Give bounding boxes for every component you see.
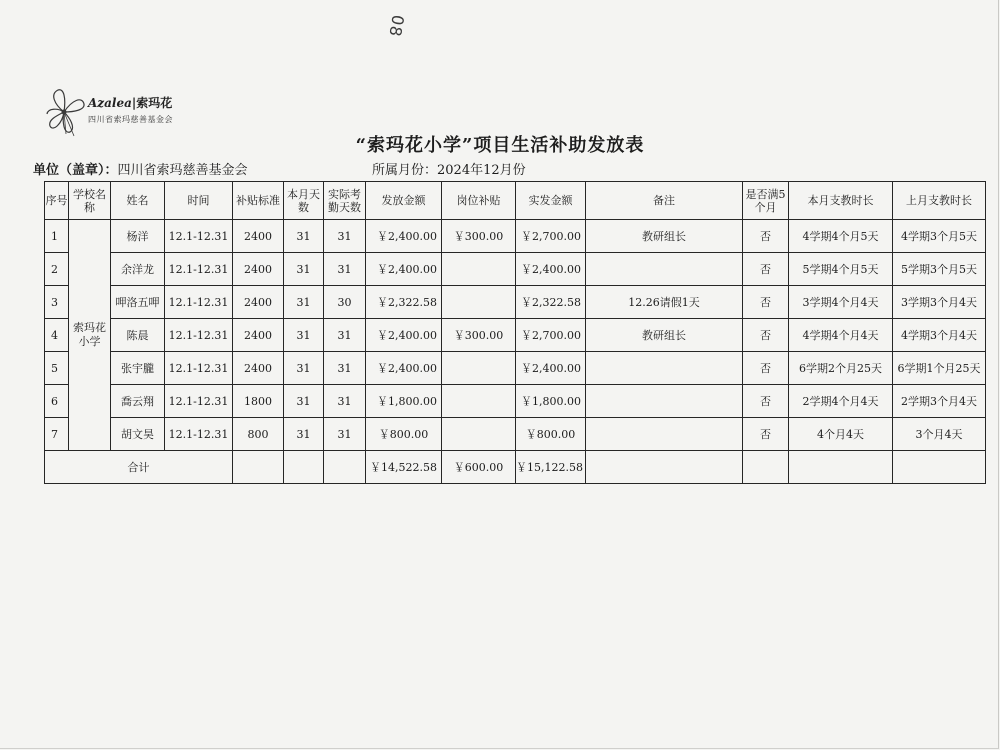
total-actual: ￥15,122.58 xyxy=(516,451,586,484)
cell-this-length: 2学期4个月4天 xyxy=(789,385,893,418)
cell-last-length: 6学期1个月25天 xyxy=(893,352,986,385)
cell-this-length: 4学期4个月4天 xyxy=(789,319,893,352)
cell-attend-days: 30 xyxy=(324,286,366,319)
cell-actual: ￥1,800.00 xyxy=(516,385,586,418)
cell-period: 12.1-12.31 xyxy=(165,220,233,253)
cell-post xyxy=(442,286,516,319)
cell-amount: ￥2,400.00 xyxy=(366,352,442,385)
cell-actual: ￥800.00 xyxy=(516,418,586,451)
cell-month-days: 31 xyxy=(284,385,324,418)
cell-standard: 800 xyxy=(233,418,284,451)
cell-post xyxy=(442,385,516,418)
month-label: 所属月份： xyxy=(372,163,438,178)
cell-month-days: 31 xyxy=(284,418,324,451)
unit-value: 四川省索玛慈善基金会 xyxy=(117,163,248,178)
header-this-month-length: 本月支教时长 xyxy=(789,182,893,220)
header-five-months: 是否满5个月 xyxy=(743,182,789,220)
table-row xyxy=(45,418,986,451)
logo-brand-en: Azalea xyxy=(88,96,132,110)
cell-period: 12.1-12.31 xyxy=(165,286,233,319)
cell-month-days: 31 xyxy=(284,352,324,385)
cell-name: 杨洋 xyxy=(111,220,165,253)
logo-brand-cn: 索玛花 xyxy=(136,96,173,110)
total-post: ￥600.00 xyxy=(442,451,516,484)
header-school: 学校名称 xyxy=(69,182,111,220)
cell-this-length: 3学期4个月4天 xyxy=(789,286,893,319)
cell-amount: ￥2,400.00 xyxy=(366,319,442,352)
cell-amount: ￥2,322.58 xyxy=(366,286,442,319)
unit-label: 单位（盖章）： xyxy=(33,163,118,178)
cell-seq: 5 xyxy=(45,352,69,385)
total-empty xyxy=(233,451,284,484)
cell-five-months: 否 xyxy=(743,286,789,319)
cell-remark xyxy=(586,253,743,286)
header-actual: 实发金额 xyxy=(516,182,586,220)
cell-this-length: 4个月4天 xyxy=(789,418,893,451)
header-standard: 补贴标准 xyxy=(233,182,284,220)
cell-remark xyxy=(586,418,743,451)
cell-last-length: 3个月4天 xyxy=(893,418,986,451)
cell-actual: ￥2,400.00 xyxy=(516,352,586,385)
cell-actual: ￥2,700.00 xyxy=(516,220,586,253)
cell-name: 胡文昊 xyxy=(111,418,165,451)
cell-standard: 2400 xyxy=(233,253,284,286)
cell-period: 12.1-12.31 xyxy=(165,253,233,286)
cell-month-days: 31 xyxy=(284,253,324,286)
cell-name: 喬云翔 xyxy=(111,385,165,418)
header-remark: 备注 xyxy=(586,182,743,220)
cell-period: 12.1-12.31 xyxy=(165,319,233,352)
cell-remark xyxy=(586,352,743,385)
table-row xyxy=(45,253,986,286)
month-value: 2024年12月份 xyxy=(437,163,526,178)
cell-post xyxy=(442,352,516,385)
unit-line xyxy=(33,159,248,178)
table-row xyxy=(45,385,986,418)
cell-amount: ￥800.00 xyxy=(366,418,442,451)
cell-last-length: 3学期3个月4天 xyxy=(893,286,986,319)
cell-actual: ￥2,322.58 xyxy=(516,286,586,319)
cell-actual: ￥2,700.00 xyxy=(516,319,586,352)
cell-post xyxy=(442,253,516,286)
cell-amount: ￥1,800.00 xyxy=(366,385,442,418)
cell-month-days: 31 xyxy=(284,220,324,253)
cell-five-months: 否 xyxy=(743,385,789,418)
month-line xyxy=(372,159,526,178)
cell-standard: 2400 xyxy=(233,352,284,385)
cell-last-length: 5学期3个月5天 xyxy=(893,253,986,286)
document-title: “索玛花小学”项目生活补助发放表 xyxy=(355,135,645,156)
cell-seq: 4 xyxy=(45,319,69,352)
total-row xyxy=(45,451,986,484)
cell-actual: ￥2,400.00 xyxy=(516,253,586,286)
total-empty xyxy=(284,451,324,484)
header-attend-days: 实际考勤天数 xyxy=(324,182,366,220)
handwritten-page-number: 08 xyxy=(385,13,408,39)
cell-post xyxy=(442,418,516,451)
header-amount: 发放金额 xyxy=(366,182,442,220)
cell-attend-days: 31 xyxy=(324,418,366,451)
table-row xyxy=(45,220,986,253)
total-empty xyxy=(324,451,366,484)
total-empty xyxy=(743,451,789,484)
table-header-row xyxy=(45,182,986,220)
cell-remark: 教研组长 xyxy=(586,319,743,352)
cell-this-length: 5学期4个月5天 xyxy=(789,253,893,286)
cell-period: 12.1-12.31 xyxy=(165,385,233,418)
cell-school-name: 索玛花小学 xyxy=(69,220,111,451)
header-last-month-length: 上月支教时长 xyxy=(893,182,986,220)
cell-attend-days: 31 xyxy=(324,385,366,418)
total-label: 合计 xyxy=(45,451,233,484)
total-empty xyxy=(586,451,743,484)
cell-seq: 7 xyxy=(45,418,69,451)
cell-last-length: 4学期3个月5天 xyxy=(893,220,986,253)
cell-standard: 1800 xyxy=(233,385,284,418)
header-name: 姓名 xyxy=(111,182,165,220)
cell-last-length: 2学期3个月4天 xyxy=(893,385,986,418)
cell-name: 陈晨 xyxy=(111,319,165,352)
total-empty xyxy=(893,451,986,484)
cell-remark xyxy=(586,385,743,418)
header-post: 岗位补贴 xyxy=(442,182,516,220)
table-row xyxy=(45,352,986,385)
table-row xyxy=(45,319,986,352)
cell-attend-days: 31 xyxy=(324,253,366,286)
cell-attend-days: 31 xyxy=(324,352,366,385)
cell-name: 张宇朧 xyxy=(111,352,165,385)
logo-subtitle: 四川省索玛慈善基金会 xyxy=(88,115,173,124)
cell-period: 12.1-12.31 xyxy=(165,418,233,451)
cell-seq: 2 xyxy=(45,253,69,286)
cell-amount: ￥2,400.00 xyxy=(366,220,442,253)
cell-standard: 2400 xyxy=(233,220,284,253)
total-empty xyxy=(789,451,893,484)
cell-post: ￥300.00 xyxy=(442,319,516,352)
cell-five-months: 否 xyxy=(743,220,789,253)
cell-attend-days: 31 xyxy=(324,220,366,253)
cell-period: 12.1-12.31 xyxy=(165,352,233,385)
header-month-days: 本月天数 xyxy=(284,182,324,220)
cell-five-months: 否 xyxy=(743,352,789,385)
cell-amount: ￥2,400.00 xyxy=(366,253,442,286)
cell-month-days: 31 xyxy=(284,286,324,319)
logo-brand-text: Azalea|索玛花 xyxy=(88,96,173,110)
header-period: 时间 xyxy=(165,182,233,220)
cell-attend-days: 31 xyxy=(324,319,366,352)
cell-seq: 6 xyxy=(45,385,69,418)
total-amount: ￥14,522.58 xyxy=(366,451,442,484)
cell-five-months: 否 xyxy=(743,418,789,451)
cell-remark: 教研组长 xyxy=(586,220,743,253)
cell-five-months: 否 xyxy=(743,253,789,286)
subsidy-table xyxy=(44,181,986,484)
cell-this-length: 6学期2个月25天 xyxy=(789,352,893,385)
cell-last-length: 4学期3个月4天 xyxy=(893,319,986,352)
cell-standard: 2400 xyxy=(233,319,284,352)
cell-five-months: 否 xyxy=(743,319,789,352)
cell-seq: 3 xyxy=(45,286,69,319)
cell-this-length: 4学期4个月5天 xyxy=(789,220,893,253)
cell-name: 呷洛五呷 xyxy=(111,286,165,319)
cell-post: ￥300.00 xyxy=(442,220,516,253)
cell-standard: 2400 xyxy=(233,286,284,319)
cell-remark: 12.26请假1天 xyxy=(586,286,743,319)
cell-seq: 1 xyxy=(45,220,69,253)
cell-name: 余洋龙 xyxy=(111,253,165,286)
table-row xyxy=(45,286,986,319)
cell-month-days: 31 xyxy=(284,319,324,352)
header-seq: 序号 xyxy=(45,182,69,220)
